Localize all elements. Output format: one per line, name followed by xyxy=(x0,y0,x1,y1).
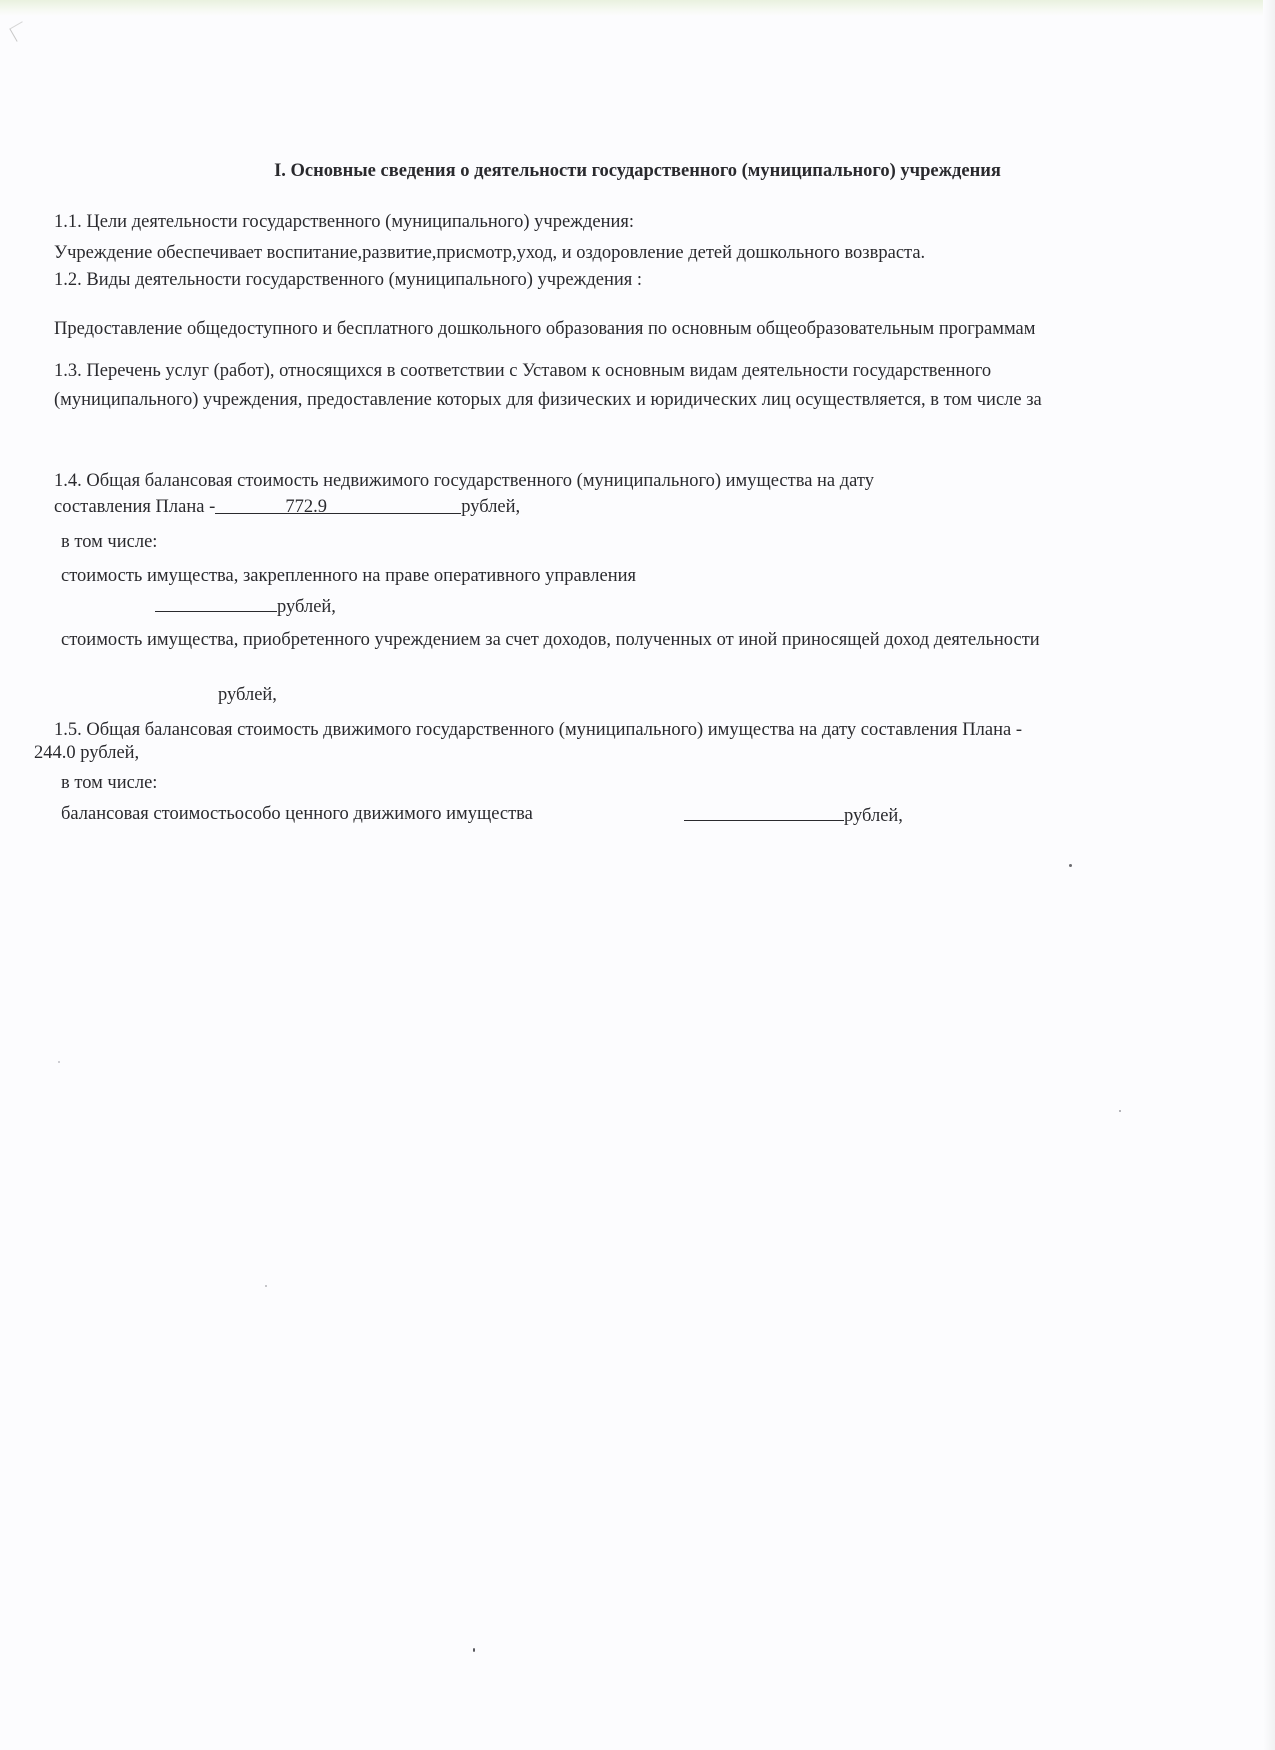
operational-property-line xyxy=(155,594,336,618)
scan-speck xyxy=(265,1285,267,1287)
valuable-property-label: балансовая стоимостьособо ценного движимого имущества xyxy=(61,804,533,824)
section-1-2-title: 1.2. Виды деятельности государственного (муниципального) учреждения : xyxy=(54,270,643,290)
section-1-2-text: Предоставление общедоступного и бесплатного дошкольного образования по основным общеобразовательным программам xyxy=(54,319,1036,339)
operational-currency: рублей, xyxy=(277,597,336,617)
section-1-3-line-1: 1.3. Перечень услуг (работ), относящихся в соответствии с Уставом к основным видам деятельности государственного xyxy=(54,361,992,381)
including-label-1: в том числе: xyxy=(61,532,158,552)
immovable-value-field xyxy=(215,496,461,517)
section-1-5-line-2: 244.0 рублей, xyxy=(34,743,140,763)
scan-speck xyxy=(1119,1110,1121,1112)
scan-speck xyxy=(1069,864,1072,867)
acquired-property-label: стоимость имущества, приобретенного учреждением за счет доходов, полученных от иной приносящей доход деятельности xyxy=(61,630,1040,650)
scan-edge-top xyxy=(0,0,1275,16)
section-heading: I. Основные сведения о деятельности государственного (муниципального) учреждения xyxy=(274,161,1001,181)
immovable-value: 772.9 xyxy=(285,497,328,517)
valuable-value-field xyxy=(684,803,844,821)
plan-date-label: составления Плана - xyxy=(54,497,216,517)
valuable-currency: рублей, xyxy=(844,806,903,826)
section-1-4-line-2 xyxy=(54,496,520,518)
section-1-1-text: Учреждение обеспечивает воспитание,развитие,присмотр,уход, и оздоровление детей дошкольного возвраста. xyxy=(54,243,926,263)
section-1-3-line-2: (муниципального) учреждения, предоставление которых для физических и юридических лиц осуществляется, в том числе за xyxy=(54,390,1042,410)
scan-corner-mark xyxy=(9,21,29,41)
operational-property-label: стоимость имущества, закрепленного на праве оперативного управления xyxy=(61,566,636,586)
section-1-5-line-1: 1.5. Общая балансовая стоимость движимого государственного (муниципального) имущества на дату составления Плана - xyxy=(54,720,1022,740)
immovable-currency: рублей, xyxy=(461,497,521,517)
operational-value-field xyxy=(155,594,277,612)
section-1-1-title: 1.1. Цели деятельности государственного (муниципального) учреждения: xyxy=(54,212,635,232)
section-1-4-line-1: 1.4. Общая балансовая стоимость недвижимого государственного (муниципального) имущества на дату xyxy=(54,471,874,491)
acquired-currency: рублей, xyxy=(218,685,277,705)
including-label-2: в том числе: xyxy=(61,773,158,793)
scan-speck xyxy=(58,1061,60,1063)
scan-speck xyxy=(473,1648,475,1652)
scan-edge-right xyxy=(1263,0,1275,1750)
valuable-property-value-line xyxy=(684,803,903,827)
